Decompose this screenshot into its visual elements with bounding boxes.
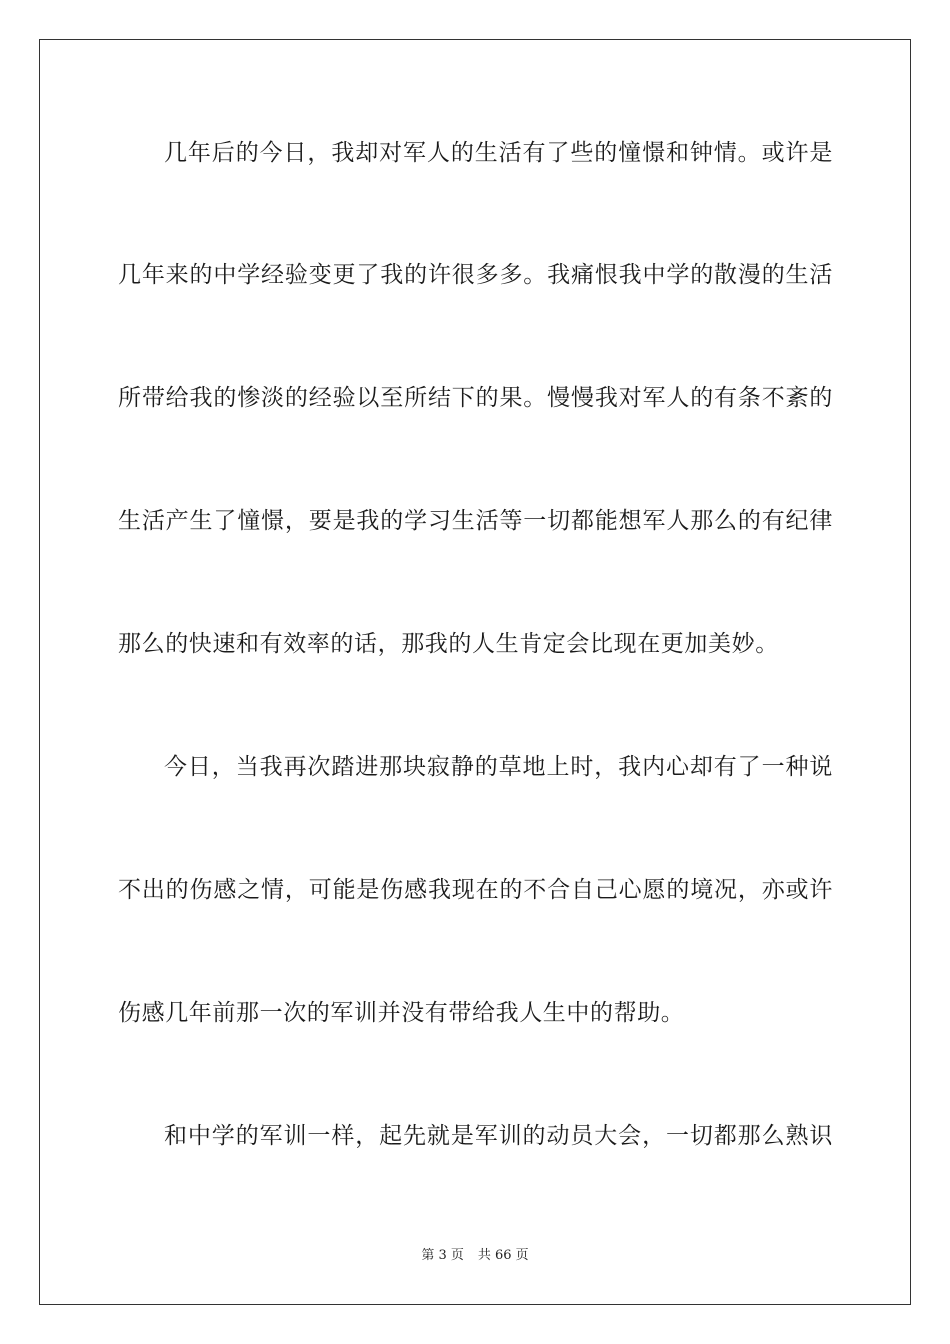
paragraph-1-line-5: 那么的快速和有效率的话，那我的人生肯定会比现在更加美妙。 (118, 631, 779, 657)
paragraph-2-line-3: 伤感几年前那一次的军训并没有带给我人生中的帮助。 (118, 1000, 685, 1026)
paragraph-2-line-1: 今日，当我再次踏进那块寂静的草地上时，我内心却有了一种说 (164, 754, 833, 780)
paragraph-2-line-2: 不出的伤感之情，可能是伤感我现在的不合自己心愿的境况，亦或许 (118, 877, 833, 903)
page-border (39, 39, 911, 1305)
page-number-total: 共 66 页 (477, 1248, 529, 1263)
page-number-current: 第 3 页 (421, 1248, 464, 1263)
paragraph-1-line-2: 几年来的中学经验变更了我的许很多多。我痛恨我中学的散漫的生活 (118, 262, 833, 288)
page-footer (0, 1247, 950, 1265)
paragraph-3-line-1: 和中学的军训一样，起先就是军训的动员大会，一切都那么熟识 (164, 1123, 833, 1149)
paragraph-1-line-1: 几年后的今日，我却对军人的生活有了些的憧憬和钟情。或许是 (164, 140, 833, 166)
paragraph-1-line-4: 生活产生了憧憬，要是我的学习生活等一切都能想军人那么的有纪律 (118, 508, 833, 534)
paragraph-1-line-3: 所带给我的惨淡的经验以至所结下的果。慢慢我对军人的有条不紊的 (118, 385, 833, 411)
